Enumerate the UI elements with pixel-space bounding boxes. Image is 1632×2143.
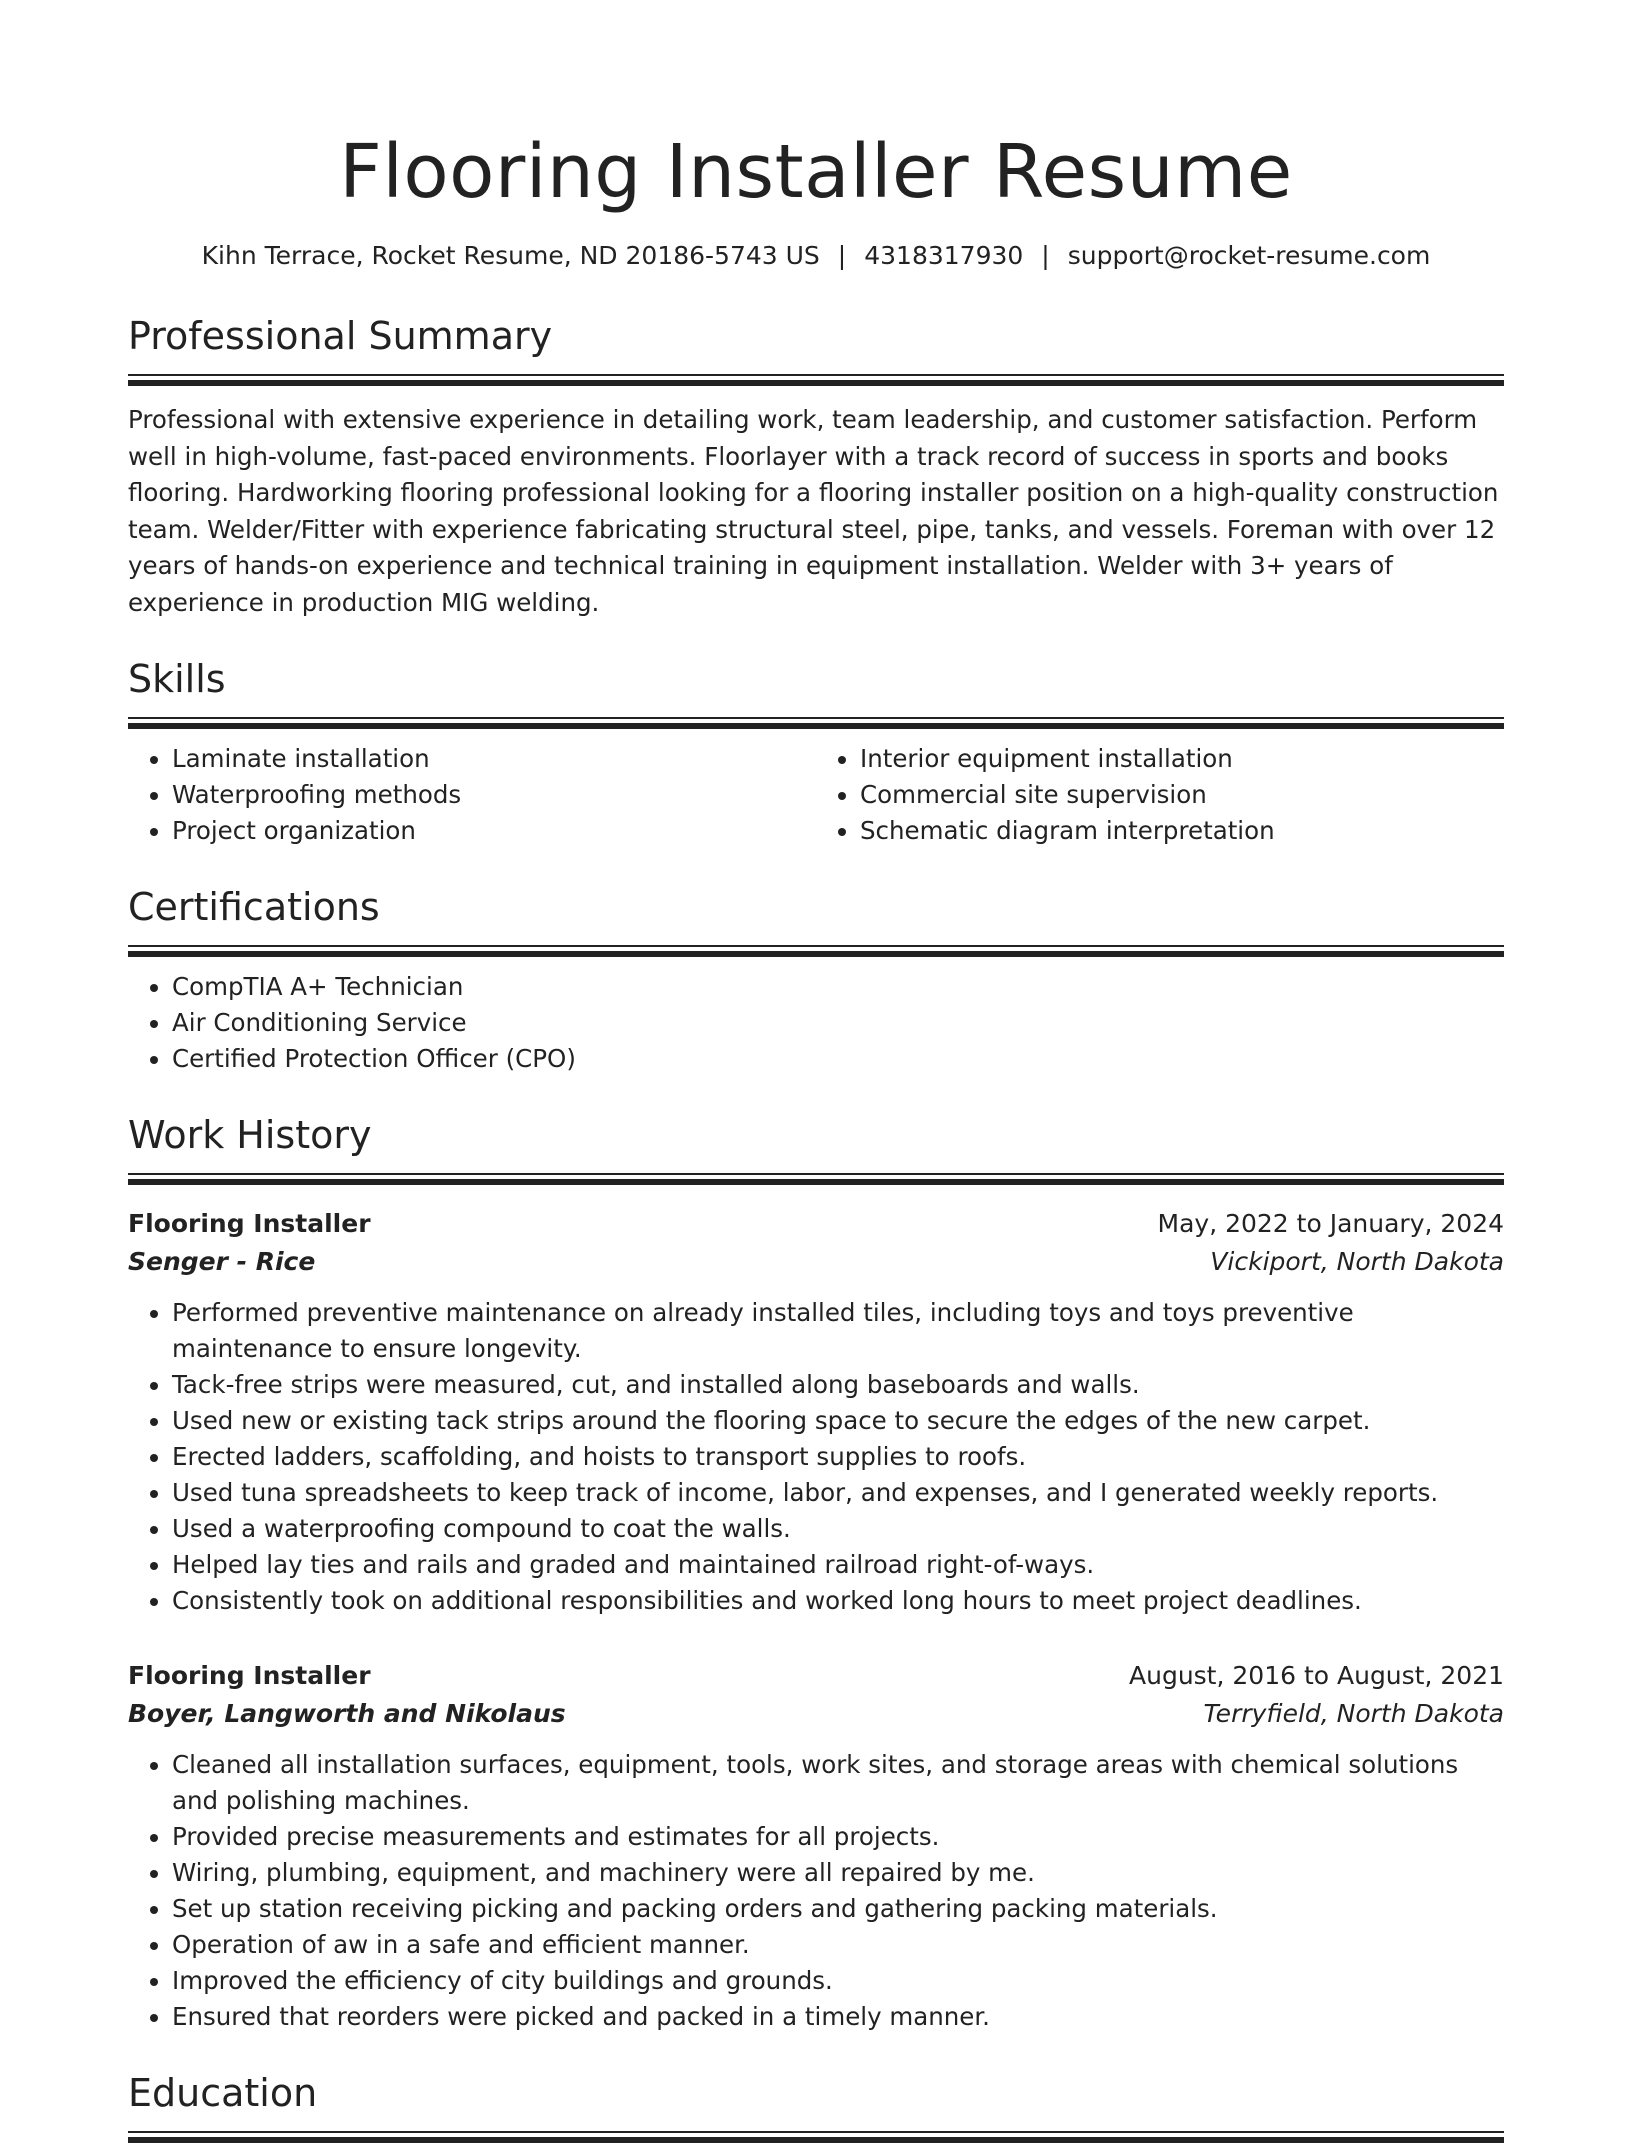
summary-section xyxy=(128,312,1504,621)
job-duty: • Used new or existing tack strips around the flooring space to secure the edges of the new carpet. xyxy=(172,1403,1504,1439)
section-divider xyxy=(128,1173,1504,1185)
skills-section xyxy=(128,655,1504,849)
summary-text: Professional with extensive experience in detailing work, team leadership, and customer satisfaction. Perform well in high-volume, fast-paced environments. Floorlayer with a track record of success in sports and books flooring. Hardworking flooring professional looking for a flooring installer position on a high-quality construction team. Welder/Fitter with experience fabricating structural steel, pipe, tanks, and vessels. Foreman with over 12 years of hands-on experience and technical training in equipment installation. Welder with 3+ years of experience in production MIG welding. xyxy=(128,405,1499,617)
certification-item: • CompTIA A+ Technician xyxy=(172,969,1504,1005)
job-duty: • Operation of aw in a safe and efficient manner. xyxy=(172,1927,1504,1963)
job-title: Flooring Installer xyxy=(128,1209,371,1238)
job-duty: • Erected ladders, scaffolding, and hoists to transport supplies to roofs. xyxy=(172,1439,1504,1475)
job-company-row xyxy=(128,1243,1504,1281)
job-duty: • Consistently took on additional responsibilities and worked long hours to meet project deadlines. xyxy=(172,1583,1504,1619)
job-duty: • Tack-free strips were measured, cut, and installed along baseboards and walls. xyxy=(172,1367,1504,1403)
contact-address: Kihn Terrace, Rocket Resume, ND 20186-5743 US xyxy=(201,241,820,270)
certifications-heading: Certifications xyxy=(128,885,380,929)
certifications-list xyxy=(128,969,1504,1077)
section-divider xyxy=(128,374,1504,386)
job-duty: • Used a waterproofing compound to coat the walls. xyxy=(172,1511,1504,1547)
job-location: Vickiport, North Dakota xyxy=(1210,1247,1504,1276)
job-duties-list xyxy=(128,1295,1504,1619)
job-duties-list xyxy=(128,1747,1504,2035)
job-company-row xyxy=(128,1695,1504,1733)
job-duty: • Used tuna spreadsheets to keep track of income, labor, and expenses, and I generated weekly reports. xyxy=(172,1475,1504,1511)
job-dates: May, 2022 to January, 2024 xyxy=(1157,1209,1504,1238)
contact-separator: | xyxy=(837,241,847,270)
job-duty: • Helped lay ties and rails and graded and maintained railroad right-of-ways. xyxy=(172,1547,1504,1583)
skill-item: • Schematic diagram interpretation xyxy=(860,813,1504,849)
education-heading: Education xyxy=(128,2071,318,2115)
contact-separator: | xyxy=(1041,241,1050,270)
section-divider xyxy=(128,2131,1504,2143)
section-divider xyxy=(128,945,1504,957)
contact-email: support@rocket-resume.com xyxy=(1067,241,1431,270)
job-duty: • Improved the efficiency of city buildings and grounds. xyxy=(172,1963,1504,1999)
job-duty: • Cleaned all installation surfaces, equipment, tools, work sites, and storage areas with chemical solutions and polishing machines. xyxy=(172,1747,1504,1819)
skills-heading: Skills xyxy=(128,657,226,701)
job-entry xyxy=(128,1657,1504,2035)
skill-item: • Commercial site supervision xyxy=(860,777,1504,813)
skill-item: • Interior equipment installation xyxy=(860,741,1504,777)
job-header-row xyxy=(128,1205,1504,1243)
job-title: Flooring Installer xyxy=(128,1661,371,1690)
job-duty: • Performed preventive maintenance on already installed tiles, including toys and toys preventive maintenance to ensure longevity. xyxy=(172,1295,1504,1367)
certifications-section xyxy=(128,883,1504,1077)
job-duty: • Set up station receiving picking and packing orders and gathering packing materials. xyxy=(172,1891,1504,1927)
skill-item: • Waterproofing methods xyxy=(172,777,816,813)
work-history-heading: Work History xyxy=(128,1113,372,1157)
skill-item: • Project organization xyxy=(172,813,816,849)
education-section xyxy=(128,2069,1504,2143)
job-company: Senger - Rice xyxy=(128,1247,316,1276)
contact-line xyxy=(128,240,1504,272)
summary-heading: Professional Summary xyxy=(128,314,553,358)
contact-phone: 4318317930 xyxy=(864,241,1024,270)
job-duty: • Ensured that reorders were picked and packed in a timely manner. xyxy=(172,1999,1504,2035)
skills-right-list xyxy=(816,741,1504,849)
job-duty: • Provided precise measurements and estimates for all projects. xyxy=(172,1819,1504,1855)
skills-left-list xyxy=(128,741,816,849)
job-header-row xyxy=(128,1657,1504,1695)
job-dates: August, 2016 to August, 2021 xyxy=(1129,1661,1504,1690)
job-entry xyxy=(128,1205,1504,1619)
resume-title: Flooring Installer Resume xyxy=(339,129,1293,215)
job-duty: • Wiring, plumbing, equipment, and machinery were all repaired by me. xyxy=(172,1855,1504,1891)
skills-columns xyxy=(128,729,1504,849)
certification-item: • Certified Protection Officer (CPO) xyxy=(172,1041,1504,1077)
section-divider xyxy=(128,717,1504,729)
work-history-section xyxy=(128,1111,1504,2035)
certification-item: • Air Conditioning Service xyxy=(172,1005,1504,1041)
skill-item: • Laminate installation xyxy=(172,741,816,777)
job-company: Boyer, Langworth and Nikolaus xyxy=(128,1699,566,1728)
job-location: Terryfield, North Dakota xyxy=(1203,1699,1504,1728)
